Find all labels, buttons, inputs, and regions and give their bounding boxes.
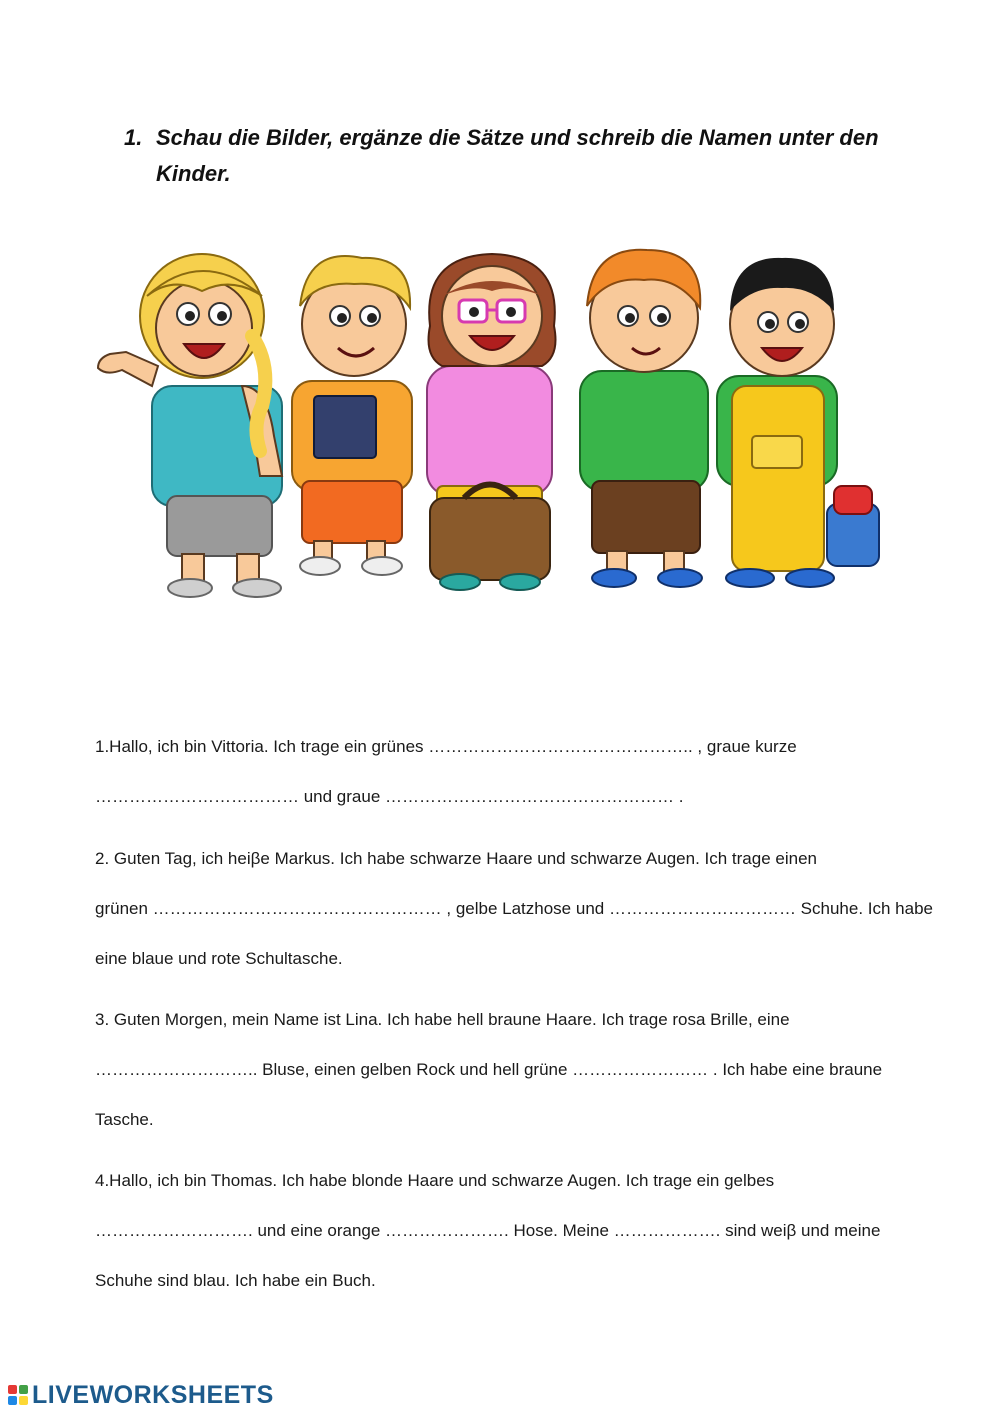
title-number: 1.	[124, 125, 143, 150]
exercise-1-line-2: ……………………………… und graue …………………………………………… .	[95, 787, 684, 806]
logo-block-red	[8, 1385, 17, 1394]
exercise-2-line-2: grünen …………………………………………… , gelbe Latzhose und …………………………… Schuhe. Ich habe	[95, 899, 933, 918]
child-markus	[717, 258, 879, 587]
children-illustration	[92, 236, 892, 606]
exercise-3-line-2: ……………………….. Bluse, einen gelben Rock und hell grüne …………………… . Ich habe eine braune	[95, 1060, 883, 1079]
exercise-2	[95, 834, 933, 984]
logo-blocks-icon	[8, 1385, 28, 1405]
brand-name: LIVEWORKSHEETS	[32, 1380, 274, 1409]
logo-block-green	[19, 1385, 28, 1394]
child-green-shirt	[580, 250, 708, 587]
child-vittoria	[98, 254, 282, 597]
exercise-1-line-1: 1.Hallo, ich bin Vittoria. Ich trage ein grünes ……………………………………….. , graue kurze	[95, 737, 797, 756]
exercise-3-line-1: 3. Guten Morgen, mein Name ist Lina. Ich habe hell braune Haare. Ich trage rosa Brille, eine	[95, 1010, 790, 1029]
exercise-4-line-2: ………………………. und eine orange …………………. Hose. Meine ………………. sind weiβ und meine	[95, 1221, 881, 1240]
exercise-3-line-3: Tasche.	[95, 1110, 154, 1129]
child-lina	[427, 254, 556, 590]
exercise-4	[95, 1156, 895, 1306]
exercise-3	[95, 995, 895, 1145]
child-thomas	[292, 256, 412, 575]
logo-block-blue	[8, 1396, 17, 1405]
exercise-4-line-1: 4.Hallo, ich bin Thomas. Ich habe blonde Haare und schwarze Augen. Ich trage ein gelbes	[95, 1171, 775, 1190]
exercise-title	[124, 120, 904, 192]
title-text: Schau die Bilder, ergänze die Sätze und schreib die Namen unter den Kinder.	[156, 125, 879, 186]
liveworksheets-logo[interactable]	[8, 1380, 274, 1410]
logo-block-yellow	[19, 1396, 28, 1405]
exercise-4-line-3: Schuhe sind blau. Ich habe ein Buch.	[95, 1271, 376, 1290]
exercise-2-line-1: 2. Guten Tag, ich heiβe Markus. Ich habe schwarze Haare und schwarze Augen. Ich trage einen	[95, 849, 817, 868]
exercise-2-line-3: eine blaue und rote Schultasche.	[95, 949, 343, 968]
exercise-1	[95, 722, 895, 822]
